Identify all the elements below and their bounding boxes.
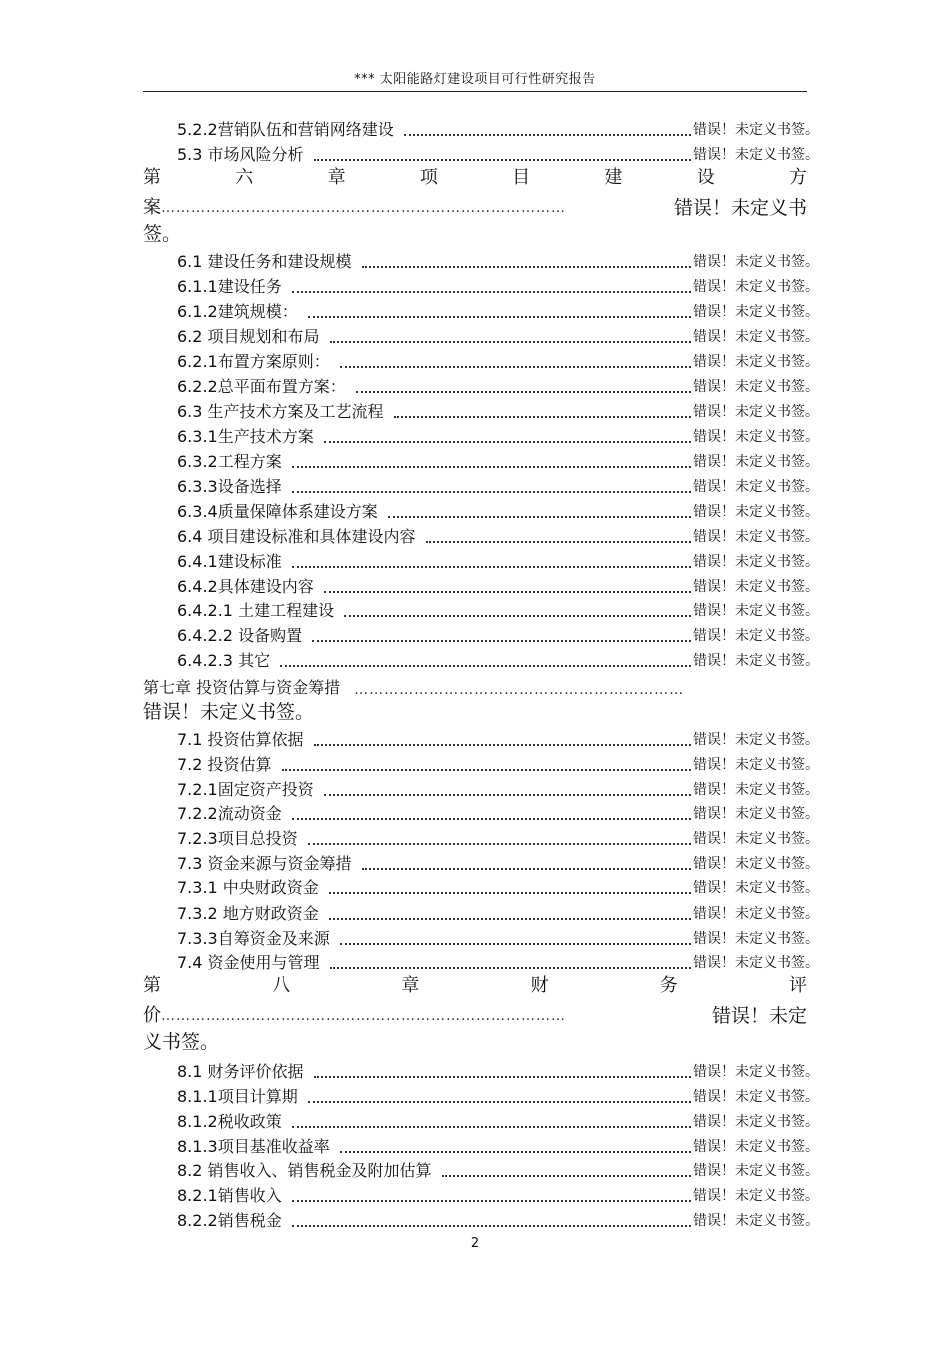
dot-leader — [314, 1076, 691, 1078]
chapter-ref-continued: 义书签。 — [143, 1031, 220, 1053]
toc-entry-title: 7.2.2流动资金 — [177, 804, 282, 823]
toc-entry-ref: 错误！未定义书签。 — [693, 304, 819, 320]
toc-entry[interactable] — [177, 450, 819, 472]
toc-entry[interactable] — [177, 728, 819, 750]
toc-entry-ref: 错误！未定义书签。 — [693, 757, 819, 773]
chapter-title: 第七章 投资估算与资金筹措 — [143, 678, 341, 697]
toc-entry-ref: 错误！未定义书签。 — [693, 931, 819, 947]
toc-entry-title: 7.3.1 中央财政资金 — [177, 878, 319, 897]
toc-entry-ref: 错误！未定义书签。 — [693, 856, 819, 872]
toc-entry-title: 6.3.2工程方案 — [177, 452, 282, 471]
dot-leader — [330, 967, 691, 969]
toc-entry-title: 8.1.1项目计算期 — [177, 1087, 298, 1106]
dot-leader — [324, 794, 691, 796]
heading-char: 目 — [512, 167, 531, 188]
toc-entry[interactable] — [177, 275, 819, 297]
dot-leader — [292, 1126, 691, 1128]
page-header: *** 太阳能路灯建设项目可行性研究报告 — [354, 72, 596, 87]
toc-entry-ref: 错误！未定义书签。 — [693, 880, 819, 896]
toc-entry-ref: 错误！未定义书签。 — [693, 1064, 819, 1080]
toc-entry[interactable] — [177, 475, 819, 497]
chapter-8-heading[interactable] — [143, 973, 807, 1055]
toc-entry-ref: 错误！未定义书签。 — [693, 504, 819, 520]
toc-entry[interactable] — [177, 425, 819, 447]
toc-entry[interactable] — [177, 300, 819, 322]
toc-entry-title: 7.1 投资估算依据 — [177, 730, 304, 749]
dot-leader — [324, 441, 691, 443]
chapter-ref: 错误！未定义书 — [673, 197, 807, 219]
toc-entry-title: 6.3.1生产技术方案 — [177, 427, 314, 446]
toc-entry-title: 6.2 项目规划和布局 — [177, 327, 320, 346]
toc-entry-title: 5.3 市场风险分析 — [177, 145, 304, 164]
toc-entry-ref: 错误！未定义书签。 — [693, 1188, 819, 1204]
toc-entry[interactable] — [177, 599, 819, 621]
toc-entry-title: 6.3 生产技术方案及工艺流程 — [177, 402, 384, 421]
toc-entry[interactable] — [177, 778, 819, 800]
toc-entry[interactable] — [177, 951, 819, 973]
heading-char: 第 — [143, 975, 161, 996]
dot-leader — [404, 134, 691, 136]
dot-leader — [340, 943, 691, 945]
toc-entry-title: 6.4.2.3 其它 — [177, 651, 271, 670]
heading-char: 建 — [604, 167, 623, 188]
toc-entry-title: 6.4 项目建设标准和具体建设内容 — [177, 527, 416, 546]
toc-entry-title: 7.3.3自筹资金及来源 — [177, 929, 330, 948]
toc-entry-ref: 错误！未定义书签。 — [693, 279, 819, 295]
toc-entry[interactable] — [177, 500, 819, 522]
toc-entry[interactable] — [177, 753, 819, 775]
toc-entry-title: 7.2.3项目总投资 — [177, 829, 298, 848]
toc-entry[interactable] — [177, 1209, 819, 1231]
toc-entry-title: 8.1.2税收政策 — [177, 1112, 282, 1131]
dot-leader — [314, 744, 691, 746]
toc-entry-ref: 错误！未定义书签。 — [693, 628, 819, 644]
dot-leader — [388, 516, 691, 518]
page-number: 2 — [470, 1236, 480, 1251]
dot-leader — [442, 1175, 691, 1177]
heading-char: 八 — [272, 975, 291, 996]
toc-entry[interactable] — [177, 624, 819, 646]
toc-entry-title: 6.4.2具体建设内容 — [177, 577, 314, 596]
dot-leader — [292, 818, 691, 820]
toc-entry-ref: 错误！未定义书签。 — [693, 1139, 819, 1155]
toc-entry-title: 6.4.1建设标准 — [177, 552, 282, 571]
toc-entry[interactable] — [177, 1110, 819, 1132]
heading-char: 方 — [788, 167, 807, 188]
toc-entry[interactable] — [177, 575, 819, 597]
toc-entry-title: 6.3.3设备选择 — [177, 477, 282, 496]
dot-leader — [292, 1200, 691, 1202]
toc-entry-ref: 错误！未定义书签。 — [693, 1114, 819, 1130]
dot-leader — [308, 1101, 691, 1103]
toc-entry[interactable] — [177, 827, 819, 849]
dot-leader — [362, 266, 691, 268]
toc-entry-title: 8.1 财务评价依据 — [177, 1062, 304, 1081]
toc-entry-ref: 错误！未定义书签。 — [693, 554, 819, 570]
chapter-ref: 错误！未定义书签。 — [143, 701, 315, 723]
toc-entry-ref: 错误！未定义书签。 — [693, 454, 819, 470]
toc-entry[interactable] — [177, 1085, 819, 1107]
toc-entry-title: 7.3 资金来源与资金筹措 — [177, 854, 352, 873]
chapter-7-heading[interactable] — [143, 672, 807, 726]
toc-entry-ref: 错误！未定义书签。 — [693, 806, 819, 822]
toc-entry-title: 6.1.1建设任务 — [177, 277, 282, 296]
toc-entry[interactable] — [177, 852, 819, 874]
toc-entry-ref: 错误！未定义书签。 — [693, 479, 819, 495]
toc-entry-ref: 错误！未定义书签。 — [693, 579, 819, 595]
toc-entry[interactable] — [177, 1060, 819, 1082]
toc-entry-ref: 错误！未定义书签。 — [693, 782, 819, 798]
dot-leader — [329, 892, 691, 894]
toc-entry-ref: 错误！未定义书签。 — [693, 1213, 819, 1229]
toc-entry-title: 8.2 销售收入、销售税金及附加估算 — [177, 1161, 432, 1180]
dot-leader — [282, 769, 691, 771]
dot-leader — [312, 640, 691, 642]
dot-leader: ……………………………………………………………………… — [161, 1008, 566, 1024]
toc-entry-ref: 错误！未定义书签。 — [693, 404, 819, 420]
toc-entry-ref: 错误！未定义书签。 — [693, 653, 819, 669]
toc-entry-title: 5.2.2营销队伍和营销网络建设 — [177, 120, 394, 139]
heading-char: 章 — [327, 167, 346, 188]
heading-char: 财 — [530, 975, 549, 996]
chapter-ref-continued: 签。 — [143, 223, 182, 245]
toc-entry[interactable] — [177, 802, 819, 824]
chapter-6-heading[interactable] — [143, 165, 807, 247]
heading-char: 评 — [788, 975, 807, 996]
dot-leader — [324, 591, 691, 593]
heading-char: 章 — [401, 975, 420, 996]
dot-leader — [292, 466, 691, 468]
toc-entry-ref: 错误！未定义书签。 — [693, 1163, 819, 1179]
toc-entry[interactable] — [177, 350, 819, 372]
toc-entry-title: 7.3.2 地方财政资金 — [177, 904, 319, 923]
dot-leader — [330, 341, 691, 343]
toc-entry-ref: 错误！未定义书签。 — [693, 1089, 819, 1105]
toc-entry[interactable] — [177, 649, 819, 671]
dot-leader — [329, 918, 691, 920]
toc-entry-title: 6.1.2建筑规模： — [177, 302, 298, 321]
toc-entry-title: 8.2.1销售收入 — [177, 1186, 282, 1205]
dot-leader — [280, 665, 691, 667]
toc-entry[interactable] — [177, 143, 819, 165]
toc-entry-title: 8.1.3项目基准收益率 — [177, 1137, 330, 1156]
toc-entry[interactable] — [177, 525, 819, 547]
toc-entry-title: 7.2 投资估算 — [177, 755, 272, 774]
dot-leader — [356, 391, 691, 393]
toc-entry-title: 7.2.1固定资产投资 — [177, 780, 314, 799]
toc-entry-ref: 错误！未定义书签。 — [693, 379, 819, 395]
toc-entry-ref: 错误！未定义书签。 — [693, 329, 819, 345]
dot-leader — [308, 316, 691, 318]
dot-leader — [362, 868, 691, 870]
dot-leader — [292, 491, 691, 493]
toc-entry-title: 8.2.2销售税金 — [177, 1211, 282, 1230]
toc-entry[interactable] — [177, 1135, 819, 1157]
toc-entry[interactable] — [177, 927, 819, 949]
toc-entry[interactable] — [177, 876, 819, 898]
toc-entry-title: 6.1 建设任务和建设规模 — [177, 252, 352, 271]
dot-leader — [340, 1151, 691, 1153]
header-rule — [143, 91, 807, 92]
toc-entry-ref: 错误！未定义书签。 — [693, 147, 819, 163]
heading-char: 案 — [143, 197, 161, 218]
dot-leader: ………………………………………………………… — [354, 682, 685, 698]
toc-entry-title: 7.4 资金使用与管理 — [177, 953, 320, 972]
heading-char: 价 — [143, 1005, 161, 1026]
toc-entry-ref: 错误！未定义书签。 — [693, 603, 819, 619]
dot-leader — [308, 843, 691, 845]
toc-entry[interactable] — [177, 1159, 819, 1181]
dot-leader — [292, 1225, 691, 1227]
toc-entry-title: 6.3.4质量保障体系建设方案 — [177, 502, 378, 521]
dot-leader: ……………………………………………………………………… — [161, 200, 566, 216]
heading-char: 项 — [419, 167, 438, 188]
heading-char: 务 — [659, 975, 678, 996]
dot-leader — [314, 159, 691, 161]
toc-entry-ref: 错误！未定义书签。 — [693, 429, 819, 445]
dot-leader — [394, 416, 691, 418]
toc-entry[interactable] — [177, 325, 819, 347]
dot-leader — [292, 566, 691, 568]
toc-entry[interactable] — [177, 1184, 819, 1206]
toc-entry-ref: 错误！未定义书签。 — [693, 831, 819, 847]
dot-leader — [344, 615, 691, 617]
toc-entry-title: 6.4.2.2 设备购置 — [177, 626, 303, 645]
dot-leader — [340, 366, 691, 368]
toc-entry[interactable] — [177, 902, 819, 924]
toc-entry-ref: 错误！未定义书签。 — [693, 529, 819, 545]
toc-entry[interactable] — [177, 375, 819, 397]
toc-entry[interactable] — [177, 118, 819, 140]
toc-entry-ref: 错误！未定义书签。 — [693, 254, 819, 270]
toc-entry-title: 6.2.2总平面布置方案： — [177, 377, 346, 396]
toc-entry-title: 6.4.2.1 土建工程建设 — [177, 601, 335, 620]
dot-leader — [426, 541, 691, 543]
heading-char: 六 — [235, 167, 254, 188]
toc-entry-ref: 错误！未定义书签。 — [693, 732, 819, 748]
toc-entry[interactable] — [177, 250, 819, 272]
toc-entry-ref: 错误！未定义书签。 — [693, 955, 819, 971]
toc-entry-title: 6.2.1布置方案原则： — [177, 352, 330, 371]
toc-entry-ref: 错误！未定义书签。 — [693, 906, 819, 922]
dot-leader — [292, 291, 691, 293]
heading-char: 设 — [696, 167, 715, 188]
heading-char: 第 — [143, 167, 161, 188]
toc-entry-ref: 错误！未定义书签。 — [693, 122, 819, 138]
toc-entry-ref: 错误！未定义书签。 — [693, 354, 819, 370]
toc-entry[interactable] — [177, 550, 819, 572]
toc-entry[interactable] — [177, 400, 819, 422]
chapter-ref: 错误！未定 — [711, 1005, 807, 1027]
